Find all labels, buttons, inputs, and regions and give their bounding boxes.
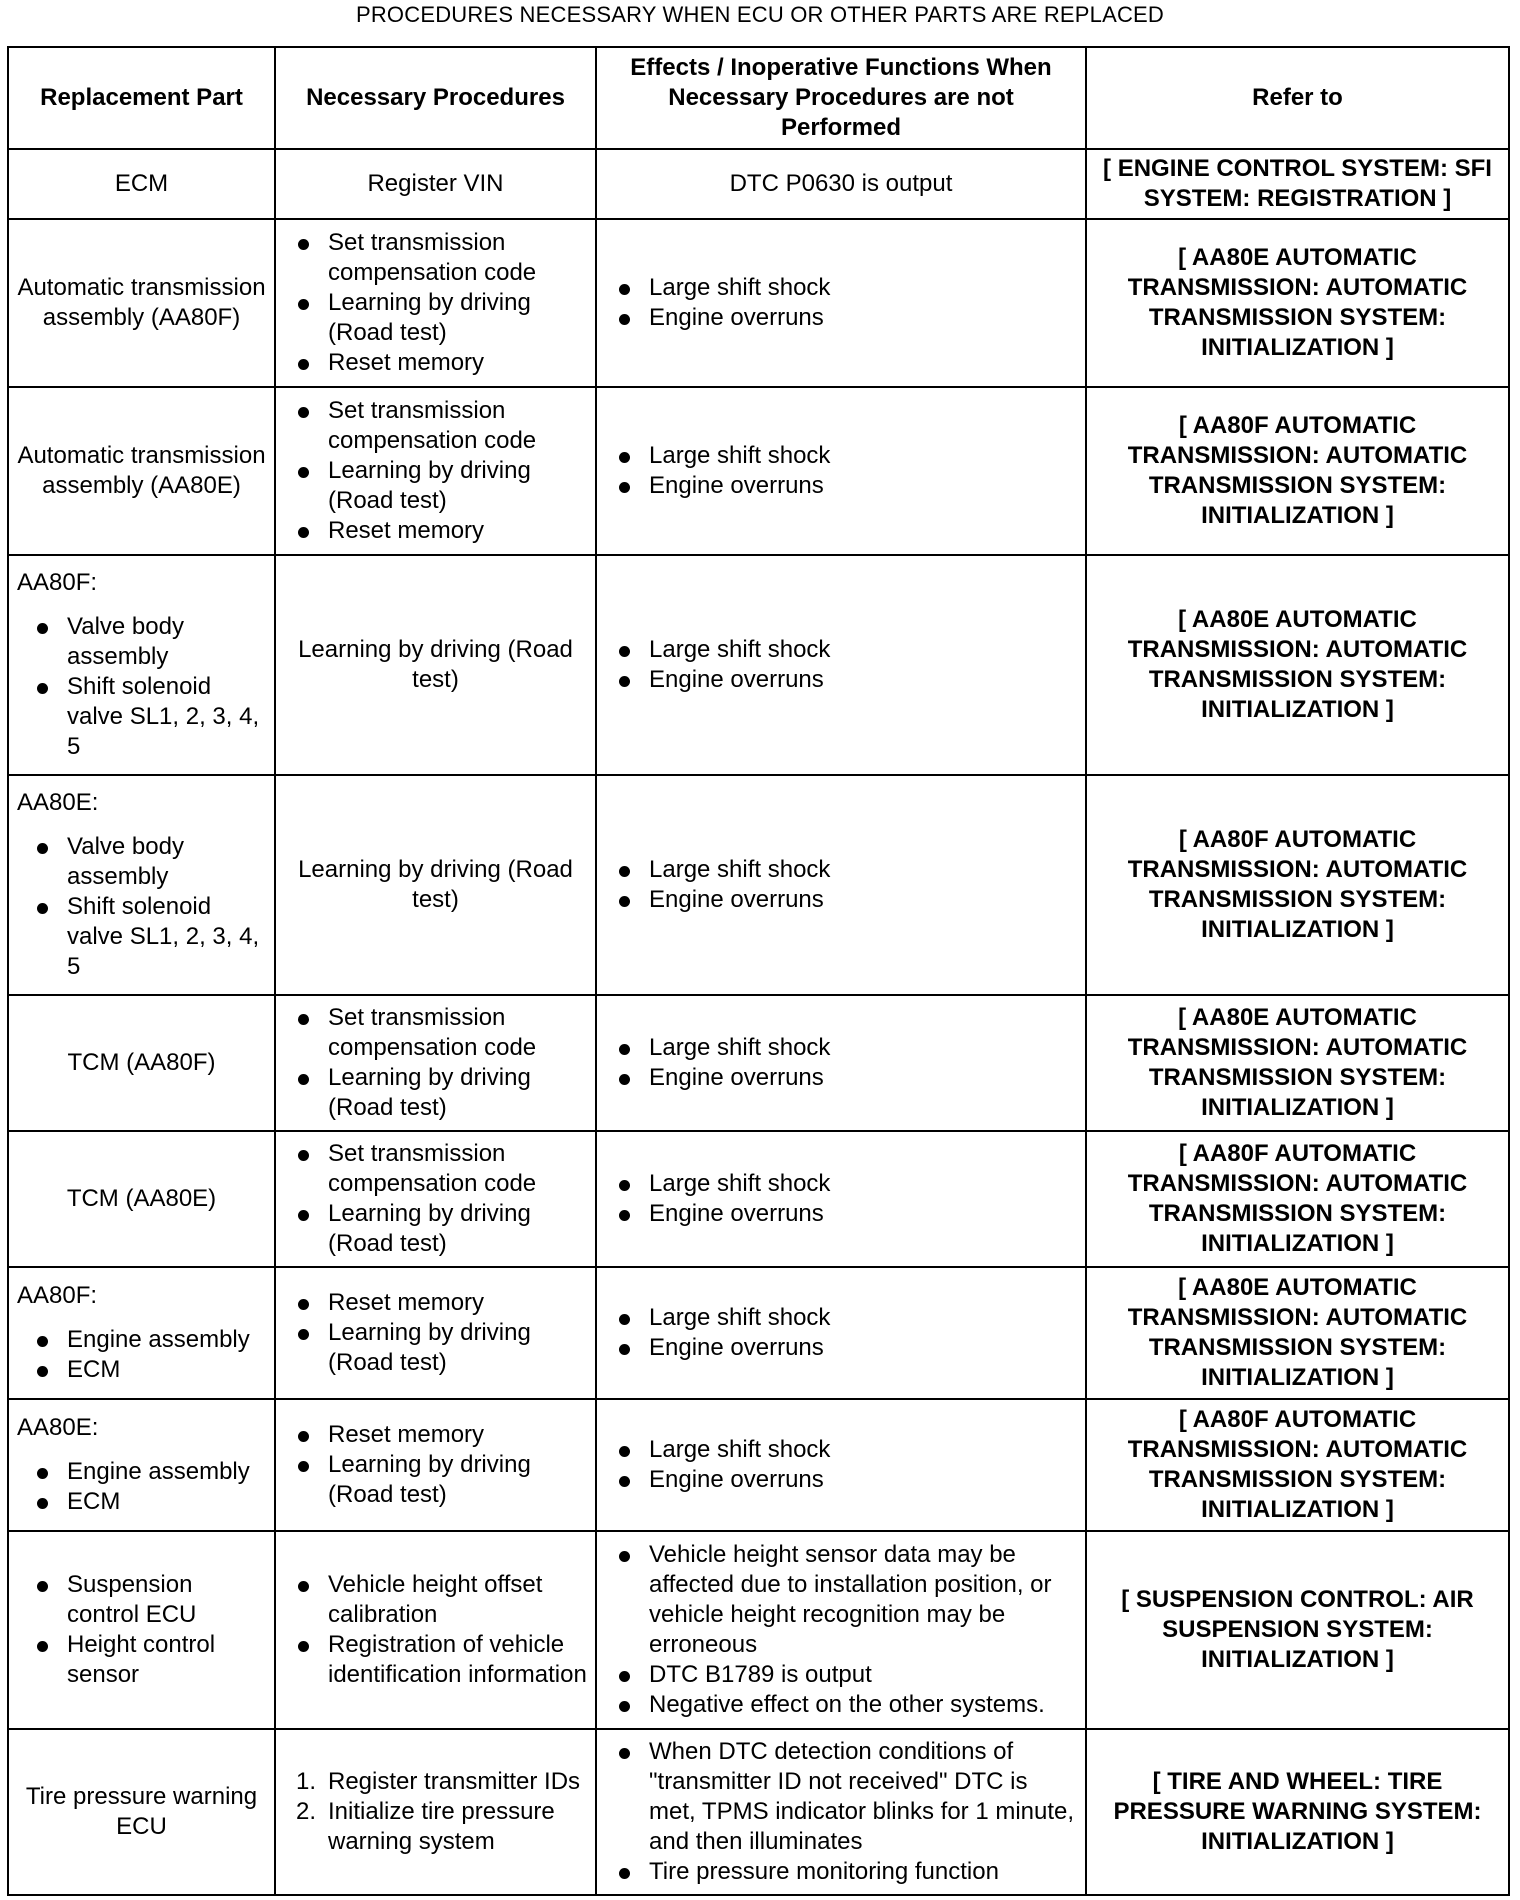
list-item: Registration of vehicle identification information (284, 1630, 587, 1690)
procedure-cell (275, 1531, 596, 1729)
replacement-part-cell: Automatic transmission assembly (AA80E) (8, 387, 275, 555)
list-item: Learning by driving (Road test) (284, 1199, 587, 1259)
effect-cell (596, 219, 1086, 387)
list-item: ECM (17, 1355, 266, 1385)
header-necessary-procedures: Necessary Procedures (275, 47, 596, 149)
list-item: Learning by driving (Road test) (284, 1450, 587, 1510)
procedure-cell (275, 1399, 596, 1531)
replacement-part-cell (8, 1267, 275, 1399)
list-item: Large shift shock (605, 635, 1077, 665)
list-item: Learning by driving (Road test) (284, 288, 587, 348)
effect-cell (596, 995, 1086, 1131)
list-item: Large shift shock (605, 441, 1077, 471)
list-item: Reset memory (284, 1420, 587, 1450)
list-item: Vehicle height sensor data may be affected due to installation position, or vehicle height recognition may be erroneous (605, 1540, 1077, 1660)
table-row (8, 1729, 1509, 1895)
replacement-part-cell: Automatic transmission assembly (AA80F) (8, 219, 275, 387)
effect-cell (596, 1131, 1086, 1267)
procedure-cell: Learning by driving (Road test) (275, 555, 596, 775)
procedure-cell (275, 219, 596, 387)
effect-cell (596, 1531, 1086, 1729)
list-item: Valve body assembly (17, 612, 266, 672)
refer-to-cell: [ ENGINE CONTROL SYSTEM: SFI SYSTEM: REGISTRATION ] (1086, 149, 1509, 219)
replacement-part-cell (8, 1399, 275, 1531)
list-item: Large shift shock (605, 1169, 1077, 1199)
procedures-table (7, 46, 1510, 1896)
replacement-part-cell: ECM (8, 149, 275, 219)
table-row (8, 1399, 1509, 1531)
replacement-part-cell: Tire pressure warning ECU (8, 1729, 275, 1895)
table-row (8, 149, 1509, 219)
list-item: Valve body assembly (17, 832, 266, 892)
table-row (8, 995, 1509, 1131)
procedure-cell (275, 995, 596, 1131)
table-row (8, 219, 1509, 387)
list-item: 1. Register transmitter IDs (296, 1768, 581, 1795)
list-item: Large shift shock (605, 273, 1077, 303)
list-item: Large shift shock (605, 1435, 1077, 1465)
list-item: Suspension control ECU (17, 1570, 266, 1630)
procedure-cell (275, 1131, 596, 1267)
table-row (8, 775, 1509, 995)
part-group-label: AA80F: (17, 569, 98, 596)
list-item: DTC B1789 is output (605, 1660, 1077, 1690)
refer-to-cell: [ AA80F AUTOMATIC TRANSMISSION: AUTOMATIC TRANSMISSION SYSTEM: INITIALIZATION ] (1086, 775, 1509, 995)
procedure-cell: Register VIN (275, 149, 596, 219)
effect-cell (596, 1729, 1086, 1895)
table-row (8, 1531, 1509, 1729)
list-item: Vehicle height offset calibration (284, 1570, 587, 1630)
procedure-cell: Learning by driving (Road test) (275, 775, 596, 995)
list-item: Learning by driving (Road test) (284, 456, 587, 516)
list-item: Engine overruns (605, 1465, 1077, 1495)
list-item: Set transmission compensation code (284, 396, 587, 456)
procedure-cell (275, 1729, 596, 1895)
part-group-label: AA80F: (17, 1282, 98, 1309)
list-item: Engine assembly (17, 1325, 266, 1355)
list-item: Shift solenoid valve SL1, 2, 3, 4, 5 (17, 892, 266, 982)
list-item: Negative effect on the other systems. (605, 1690, 1077, 1720)
refer-to-cell: [ TIRE AND WHEEL: TIRE PRESSURE WARNING SYSTEM: INITIALIZATION ] (1086, 1729, 1509, 1895)
page-title: PROCEDURES NECESSARY WHEN ECU OR OTHER PARTS ARE REPLACED (355, 2, 1165, 27)
table-row (8, 1267, 1509, 1399)
effect-cell (596, 1399, 1086, 1531)
list-item: When DTC detection conditions of "transmitter ID not received" DTC is met, TPMS indicator blinks for 1 minute, and then illuminates (605, 1737, 1077, 1857)
refer-to-cell: [ SUSPENSION CONTROL: AIR SUSPENSION SYSTEM: INITIALIZATION ] (1086, 1531, 1509, 1729)
list-item: Height control sensor (17, 1630, 266, 1690)
refer-to-cell: [ AA80F AUTOMATIC TRANSMISSION: AUTOMATIC TRANSMISSION SYSTEM: INITIALIZATION ] (1086, 1399, 1509, 1531)
list-item: Set transmission compensation code (284, 1003, 587, 1063)
header-refer-to: Refer to (1086, 47, 1509, 149)
list-item: Reset memory (284, 1288, 587, 1318)
list-item: Engine overruns (605, 1199, 1077, 1229)
list-item: ECM (17, 1487, 266, 1517)
procedure-cell (275, 1267, 596, 1399)
table-row (8, 387, 1509, 555)
replacement-part-cell: TCM (AA80F) (8, 995, 275, 1131)
list-item: Engine overruns (605, 471, 1077, 501)
replacement-part-cell (8, 555, 275, 775)
header-replacement-part: Replacement Part (8, 47, 275, 149)
header-effects: Effects / Inoperative Functions When Necessary Procedures are not Performed (596, 47, 1086, 149)
refer-to-cell: [ AA80E AUTOMATIC TRANSMISSION: AUTOMATIC TRANSMISSION SYSTEM: INITIALIZATION ] (1086, 219, 1509, 387)
part-group-label: AA80E: (17, 789, 99, 816)
list-item: Large shift shock (605, 855, 1077, 885)
list-item: Engine overruns (605, 303, 1077, 333)
refer-to-cell: [ AA80E AUTOMATIC TRANSMISSION: AUTOMATIC TRANSMISSION SYSTEM: INITIALIZATION ] (1086, 555, 1509, 775)
replacement-part-cell: TCM (AA80E) (8, 1131, 275, 1267)
refer-to-cell: [ AA80F AUTOMATIC TRANSMISSION: AUTOMATIC TRANSMISSION SYSTEM: INITIALIZATION ] (1086, 387, 1509, 555)
list-item: Large shift shock (605, 1303, 1077, 1333)
part-group-label: AA80E: (17, 1414, 99, 1441)
header-row (8, 47, 1509, 149)
list-item: Set transmission compensation code (284, 1139, 587, 1199)
refer-to-cell: [ AA80F AUTOMATIC TRANSMISSION: AUTOMATIC TRANSMISSION SYSTEM: INITIALIZATION ] (1086, 1131, 1509, 1267)
list-item: Engine overruns (605, 665, 1077, 695)
list-item: Large shift shock (605, 1033, 1077, 1063)
list-item: Engine overruns (605, 1063, 1077, 1093)
list-item: Reset memory (284, 348, 587, 378)
refer-to-cell: [ AA80E AUTOMATIC TRANSMISSION: AUTOMATIC TRANSMISSION SYSTEM: INITIALIZATION ] (1086, 995, 1509, 1131)
refer-to-cell: [ AA80E AUTOMATIC TRANSMISSION: AUTOMATIC TRANSMISSION SYSTEM: INITIALIZATION ] (1086, 1267, 1509, 1399)
list-item: Learning by driving (Road test) (284, 1063, 587, 1123)
effect-cell (596, 555, 1086, 775)
effect-cell: DTC P0630 is output (596, 149, 1086, 219)
list-item: Engine overruns (605, 885, 1077, 915)
table-row (8, 555, 1509, 775)
list-item: Tire pressure monitoring function (605, 1857, 1077, 1887)
replacement-part-cell (8, 775, 275, 995)
list-item: Engine overruns (605, 1333, 1077, 1363)
list-item: Shift solenoid valve SL1, 2, 3, 4, 5 (17, 672, 266, 762)
list-item: Set transmission compensation code (284, 228, 587, 288)
table-row (8, 1131, 1509, 1267)
effect-cell (596, 387, 1086, 555)
list-item: Engine assembly (17, 1457, 266, 1487)
list-item: Learning by driving (Road test) (284, 1318, 587, 1378)
procedure-cell (275, 387, 596, 555)
list-item: 2. Initialize tire pressure warning system (296, 1798, 555, 1855)
effect-cell (596, 1267, 1086, 1399)
replacement-part-cell (8, 1531, 275, 1729)
effect-cell (596, 775, 1086, 995)
list-item: Reset memory (284, 516, 587, 546)
